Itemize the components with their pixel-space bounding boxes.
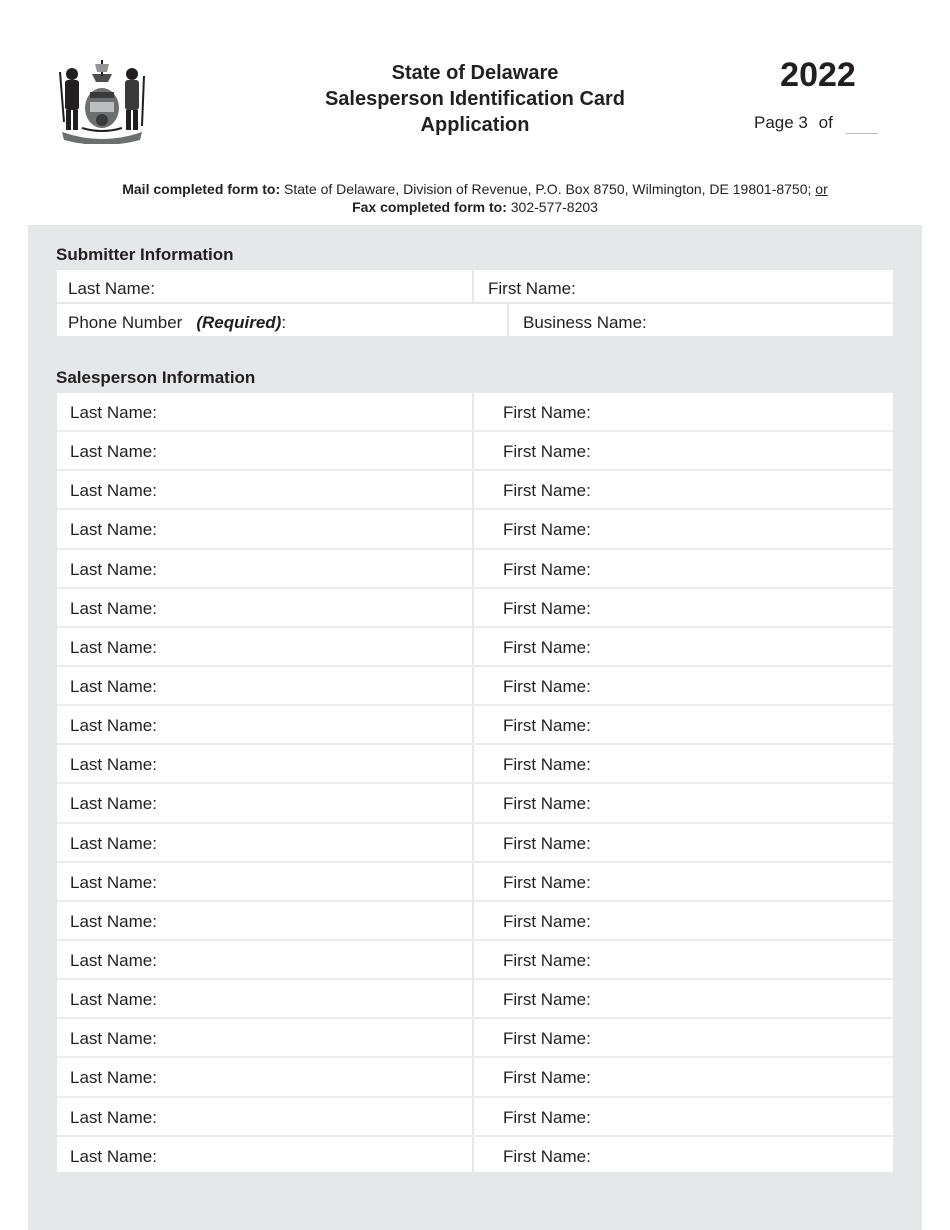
salesperson-last-name-field[interactable]: Last Name: — [70, 990, 157, 1010]
form-year: 2022 — [780, 56, 856, 94]
salesperson-row — [57, 393, 893, 432]
salesperson-last-name-field[interactable]: Last Name: — [70, 755, 157, 775]
page-number-label: Page 3 — [754, 113, 808, 132]
mail-or: or — [815, 181, 828, 197]
salesperson-section-title: Salesperson Information — [56, 368, 256, 387]
title-line-1: State of Delaware — [391, 62, 559, 84]
salesperson-row — [57, 902, 893, 941]
column-divider — [507, 304, 509, 336]
salesperson-row — [57, 628, 893, 667]
page-indicator — [754, 112, 878, 134]
salesperson-row — [57, 941, 893, 980]
salesperson-first-name-field[interactable]: First Name: — [503, 990, 591, 1010]
mail-label: Mail completed form to: — [122, 181, 281, 197]
salesperson-rows — [57, 393, 893, 1172]
submitter-first-name-field[interactable] — [488, 270, 576, 302]
salesperson-row — [57, 824, 893, 863]
salesperson-first-name-field[interactable]: First Name: — [503, 716, 591, 736]
mailing-instructions — [30, 180, 920, 216]
submitter-first-name-label: First Name: — [488, 279, 576, 298]
salesperson-last-name-field[interactable]: Last Name: — [70, 1029, 157, 1049]
salesperson-row — [57, 706, 893, 745]
salesperson-last-name-field[interactable]: Last Name: — [70, 520, 157, 540]
salesperson-last-name-field[interactable]: Last Name: — [70, 1146, 157, 1166]
salesperson-first-name-field[interactable]: First Name: — [503, 676, 591, 696]
salesperson-row — [57, 667, 893, 706]
total-pages-field[interactable] — [846, 117, 878, 134]
salesperson-first-name-field[interactable]: First Name: — [503, 755, 591, 775]
form-title — [270, 60, 680, 138]
submitter-table — [57, 270, 893, 336]
salesperson-first-name-field[interactable]: First Name: — [503, 598, 591, 618]
phone-label: Phone Number — [68, 313, 183, 332]
phone-required-label: (Required) — [196, 313, 282, 332]
mail-address: State of Delaware, Division of Revenue, P.O. Box 8750, Wilmington, DE 19801-8750; — [284, 181, 812, 197]
phone-colon: : — [281, 313, 287, 332]
delaware-state-seal-icon — [52, 52, 152, 144]
salesperson-first-name-field[interactable]: First Name: — [503, 637, 591, 657]
salesperson-row — [57, 432, 893, 471]
salesperson-table — [57, 393, 893, 1172]
salesperson-first-name-field[interactable]: First Name: — [503, 1068, 591, 1088]
salesperson-last-name-field[interactable]: Last Name: — [70, 403, 157, 422]
salesperson-first-name-field[interactable]: First Name: — [503, 1029, 591, 1049]
salesperson-last-name-field[interactable]: Last Name: — [70, 559, 157, 579]
submitter-phone-field[interactable] — [68, 304, 286, 336]
salesperson-last-name-field[interactable]: Last Name: — [70, 1107, 157, 1127]
submitter-last-name-field[interactable] — [68, 270, 155, 302]
salesperson-first-name-field[interactable]: First Name: — [503, 520, 591, 540]
salesperson-first-name-field[interactable]: First Name: — [503, 872, 591, 892]
salesperson-last-name-field[interactable]: Last Name: — [70, 637, 157, 657]
submitter-last-name-label: Last Name: — [68, 279, 155, 298]
submitter-phone-row — [57, 304, 893, 336]
salesperson-row — [57, 589, 893, 628]
salesperson-last-name-field[interactable]: Last Name: — [70, 872, 157, 892]
submitter-name-row — [57, 270, 893, 304]
salesperson-row — [57, 1058, 893, 1097]
salesperson-last-name-field[interactable]: Last Name: — [70, 676, 157, 696]
fax-label: Fax completed form to: — [352, 199, 507, 215]
column-divider — [472, 270, 474, 302]
title-line-2: Salesperson Identification Card — [324, 88, 626, 110]
salesperson-last-name-field[interactable]: Last Name: — [70, 911, 157, 931]
salesperson-first-name-field[interactable]: First Name: — [503, 833, 591, 853]
salesperson-last-name-field[interactable]: Last Name: — [70, 442, 157, 462]
salesperson-first-name-field[interactable]: First Name: — [503, 403, 591, 422]
salesperson-first-name-field[interactable]: First Name: — [503, 559, 591, 579]
salesperson-last-name-field[interactable]: Last Name: — [70, 598, 157, 618]
salesperson-last-name-field[interactable]: Last Name: — [70, 794, 157, 814]
salesperson-last-name-field[interactable]: Last Name: — [70, 716, 157, 736]
submitter-section-title: Submitter Information — [56, 245, 234, 264]
salesperson-last-name-field[interactable]: Last Name: — [70, 481, 157, 501]
salesperson-last-name-field[interactable]: Last Name: — [70, 1068, 157, 1088]
salesperson-first-name-field[interactable]: First Name: — [503, 481, 591, 501]
fax-line — [30, 198, 920, 216]
fax-number: 302-577-8203 — [510, 199, 598, 215]
mail-line — [30, 180, 920, 198]
title-line-3: Application — [420, 114, 530, 136]
salesperson-row — [57, 550, 893, 589]
salesperson-row — [57, 471, 893, 510]
business-name-label: Business Name: — [523, 313, 647, 332]
salesperson-row — [57, 1098, 893, 1137]
salesperson-first-name-field[interactable]: First Name: — [503, 1146, 591, 1166]
salesperson-row — [57, 980, 893, 1019]
salesperson-row — [57, 745, 893, 784]
salesperson-first-name-field[interactable]: First Name: — [503, 950, 591, 970]
salesperson-first-name-field[interactable]: First Name: — [503, 911, 591, 931]
salesperson-row — [57, 863, 893, 902]
page-of-label: of — [818, 113, 833, 132]
salesperson-row — [57, 784, 893, 823]
salesperson-first-name-field[interactable]: First Name: — [503, 794, 591, 814]
salesperson-last-name-field[interactable]: Last Name: — [70, 833, 157, 853]
salesperson-first-name-field[interactable]: First Name: — [503, 1107, 591, 1127]
salesperson-row — [57, 1137, 893, 1174]
salesperson-row — [57, 1019, 893, 1058]
salesperson-row — [57, 510, 893, 549]
salesperson-last-name-field[interactable]: Last Name: — [70, 950, 157, 970]
salesperson-first-name-field[interactable]: First Name: — [503, 442, 591, 462]
submitter-business-name-field[interactable] — [523, 304, 647, 336]
